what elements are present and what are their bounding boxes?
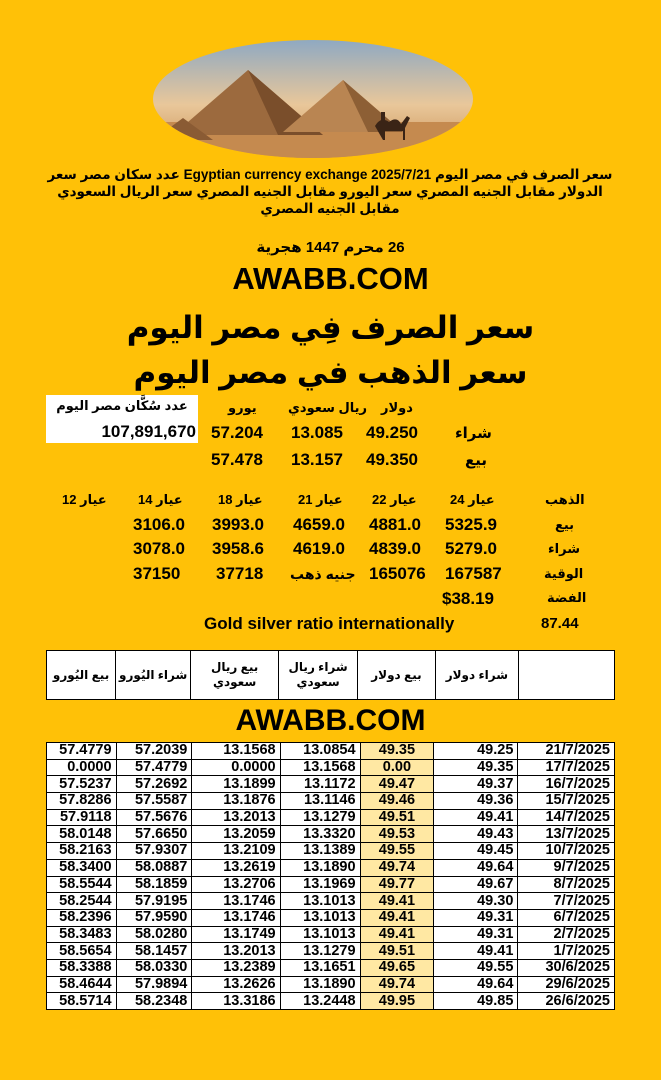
population-value: 107,891,670	[101, 422, 196, 441]
table-cell: 13/7/2025	[518, 826, 615, 843]
header-riyal-buy: شراء ريال سعودي	[278, 651, 357, 700]
gold-sell-18: 3993.0	[212, 515, 264, 534]
table-row	[47, 793, 615, 810]
table-row	[47, 826, 615, 843]
table-cell: 58.1457	[116, 943, 192, 960]
table-cell: 2/7/2025	[518, 926, 615, 943]
table-row	[47, 893, 615, 910]
table-cell: 57.2039	[116, 743, 192, 760]
table-cell: 14/7/2025	[518, 809, 615, 826]
header-euro-sell: بيع اليُورو	[47, 651, 116, 700]
table-cell: 13.1969	[280, 876, 360, 893]
karat-22: عيار 22	[372, 492, 417, 507]
header-euro-buy: شراء اليُورو	[116, 651, 191, 700]
table-cell: 13.1899	[192, 776, 280, 793]
table-cell: 0.0000	[47, 759, 117, 776]
population-label: عدد سُكَّان مصر اليوم	[56, 398, 188, 413]
table-row	[47, 876, 615, 893]
table-cell: 49.77	[360, 876, 434, 893]
table-cell: 58.0330	[116, 959, 192, 976]
table-cell: 58.0280	[116, 926, 192, 943]
table-cell: 0.00	[360, 759, 434, 776]
gold-label: الذهب	[545, 492, 585, 507]
table-cell: 49.53	[360, 826, 434, 843]
table-row	[47, 976, 615, 993]
table-cell: 0.0000	[192, 759, 280, 776]
table-row	[47, 909, 615, 926]
header-riyal: ريال سعودي	[288, 400, 367, 415]
table-cell: 49.41	[360, 893, 434, 910]
table-cell: 58.0887	[116, 859, 192, 876]
gold-sell-24: 5325.9	[445, 515, 497, 534]
table-cell: 49.55	[360, 843, 434, 860]
table-cell: 57.5676	[116, 809, 192, 826]
table-cell: 49.47	[360, 776, 434, 793]
gold-buy-label: شراء	[548, 541, 580, 556]
table-cell: 13.1568	[280, 759, 360, 776]
ratio-value: 87.44	[541, 615, 579, 632]
table-cell: 49.65	[360, 959, 434, 976]
table-cell: 15/7/2025	[518, 793, 615, 810]
ounce-extra-2: 37150	[133, 564, 181, 583]
sell-riyal: 13.157	[291, 450, 343, 469]
gold-coin-value: 165076	[369, 564, 426, 583]
table-cell: 49.41	[434, 943, 518, 960]
header-dollar-buy: شراء دولار	[435, 651, 518, 700]
table-cell: 13.1890	[280, 859, 360, 876]
sell-dollar: 49.350	[366, 450, 418, 469]
header-date	[519, 651, 615, 700]
gold-sell-21: 4659.0	[293, 515, 345, 534]
table-cell: 13.2059	[192, 826, 280, 843]
table-cell: 13.2706	[192, 876, 280, 893]
table-row	[47, 943, 615, 960]
table-cell: 13.1013	[280, 909, 360, 926]
table-cell: 49.64	[434, 976, 518, 993]
table-row	[47, 759, 615, 776]
table-row	[47, 776, 615, 793]
table-cell: 13.2619	[192, 859, 280, 876]
table-cell: 13.3320	[280, 826, 360, 843]
table-cell: 13.1013	[280, 926, 360, 943]
table-cell: 58.3388	[47, 959, 117, 976]
table-cell: 13.1746	[192, 893, 280, 910]
table-cell: 49.36	[434, 793, 518, 810]
table-cell: 13.1746	[192, 909, 280, 926]
table-cell: 8/7/2025	[518, 876, 615, 893]
table-row	[47, 859, 615, 876]
sell-label: بيع	[465, 452, 488, 469]
buy-euro: 57.204	[211, 423, 263, 442]
table-cell: 57.9118	[47, 809, 117, 826]
table-cell: 13.1876	[192, 793, 280, 810]
ounce-value: 167587	[445, 564, 502, 583]
table-cell: 57.4779	[116, 759, 192, 776]
table-cell: 58.3483	[47, 926, 117, 943]
karat-12: عيار 12	[62, 492, 107, 507]
table-cell: 49.43	[434, 826, 518, 843]
table-cell: 13.2109	[192, 843, 280, 860]
table-cell: 6/7/2025	[518, 909, 615, 926]
table-cell: 13.1172	[280, 776, 360, 793]
table-cell: 9/7/2025	[518, 859, 615, 876]
table-cell: 49.64	[434, 859, 518, 876]
gold-sell-label: بيع	[555, 517, 575, 532]
exchange-title: سعر الصرف فِي مصر اليوم	[126, 310, 535, 345]
silver-value: $38.19	[442, 589, 494, 608]
table-cell: 13.2389	[192, 959, 280, 976]
table-cell: 49.41	[360, 909, 434, 926]
table-cell: 58.5654	[47, 943, 117, 960]
table-cell: 58.5544	[47, 876, 117, 893]
table-cell: 57.4779	[47, 743, 117, 760]
buy-dollar: 49.250	[366, 423, 418, 442]
table-row	[47, 809, 615, 826]
table-cell: 58.1859	[116, 876, 192, 893]
table-cell: 49.41	[434, 809, 518, 826]
table-row	[47, 926, 615, 943]
table-cell: 49.74	[360, 976, 434, 993]
header-dollar: دولار	[381, 400, 413, 415]
table-cell: 57.8286	[47, 793, 117, 810]
table-cell: 30/6/2025	[518, 959, 615, 976]
table-cell: 13.1749	[192, 926, 280, 943]
karat-24: عيار 24	[450, 492, 495, 507]
table-cell: 57.5587	[116, 793, 192, 810]
sell-euro: 57.478	[211, 450, 263, 469]
table-cell: 49.85	[434, 993, 518, 1010]
table-cell: 57.2692	[116, 776, 192, 793]
gold-sell-22: 4881.0	[369, 515, 421, 534]
table-cell: 13.1279	[280, 809, 360, 826]
table-cell: 13.0854	[280, 743, 360, 760]
table-cell: 49.51	[360, 943, 434, 960]
table-cell: 1/7/2025	[518, 943, 615, 960]
table-cell: 49.31	[434, 926, 518, 943]
gold-buy-22: 4839.0	[369, 539, 421, 558]
table-cell: 49.37	[434, 776, 518, 793]
table-cell: 17/7/2025	[518, 759, 615, 776]
table-cell: 49.35	[360, 743, 434, 760]
gold-buy-18: 3958.6	[212, 539, 264, 558]
table-cell: 26/6/2025	[518, 993, 615, 1010]
table-cell: 58.5714	[47, 993, 117, 1010]
table-cell: 13.1890	[280, 976, 360, 993]
table-cell: 16/7/2025	[518, 776, 615, 793]
gold-coin-label: جنيه ذهب	[290, 566, 356, 582]
table-cell: 13.1279	[280, 943, 360, 960]
karat-21: عيار 21	[298, 492, 343, 507]
ounce-extra-1: 37718	[216, 564, 264, 583]
table-cell: 21/7/2025	[518, 743, 615, 760]
ounce-label: الوقية	[544, 566, 584, 581]
buy-riyal: 13.085	[291, 423, 343, 442]
table-cell: 29/6/2025	[518, 976, 615, 993]
table-cell: 49.74	[360, 859, 434, 876]
table-cell: 58.0148	[47, 826, 117, 843]
site-name[interactable]: AWABB.COM	[232, 261, 429, 296]
header-euro: يورو	[228, 400, 257, 415]
table-cell: 58.4644	[47, 976, 117, 993]
karat-18: عيار 18	[218, 492, 263, 507]
gold-title: سعر الذهب في مصر اليوم	[133, 355, 528, 390]
table-cell: 49.41	[360, 926, 434, 943]
table-cell: 58.2396	[47, 909, 117, 926]
gold-buy-14: 3078.0	[133, 539, 185, 558]
header-riyal-sell: بيع ريال سعودي	[191, 651, 279, 700]
table-cell: 10/7/2025	[518, 843, 615, 860]
table-row	[47, 993, 615, 1010]
table-cell: 57.9894	[116, 976, 192, 993]
hijri-date: 26 محرم 1447 هجرية	[256, 239, 405, 256]
table-cell: 13.1568	[192, 743, 280, 760]
table-cell: 49.25	[434, 743, 518, 760]
gold-buy-24: 5279.0	[445, 539, 497, 558]
table-cell: 58.2163	[47, 843, 117, 860]
table-row	[47, 843, 615, 860]
table-cell: 13.1013	[280, 893, 360, 910]
history-table	[46, 742, 615, 1010]
table-cell: 49.35	[434, 759, 518, 776]
silver-label: الفضة	[547, 590, 587, 605]
karat-14: عيار 14	[138, 492, 183, 507]
table-cell: 49.30	[434, 893, 518, 910]
table-cell: 49.46	[360, 793, 434, 810]
table-cell: 13.2626	[192, 976, 280, 993]
table-cell: 57.5237	[47, 776, 117, 793]
history-header-table	[46, 650, 615, 700]
table-cell: 49.31	[434, 909, 518, 926]
gold-sell-14: 3106.0	[133, 515, 185, 534]
table-cell: 13.1651	[280, 959, 360, 976]
headline: سعر الصرف في مصر اليوم Egyptian currency exchange 2025/7/21 عدد سكان مصر سعر الدولار مقابل الجنيه المصري سعر اليورو مقابل الجنيه المصري سعر الريال السعودي مقابل الجنيه المصري	[47, 167, 613, 216]
site-name-2[interactable]: AWABB.COM	[235, 704, 426, 737]
table-cell: 57.6650	[116, 826, 192, 843]
table-cell: 49.51	[360, 809, 434, 826]
table-cell: 49.55	[434, 959, 518, 976]
table-cell: 13.3186	[192, 993, 280, 1010]
table-cell: 49.95	[360, 993, 434, 1010]
table-row	[47, 959, 615, 976]
header-dollar-sell: بيع دولار	[358, 651, 435, 700]
table-cell: 58.2544	[47, 893, 117, 910]
table-cell: 49.67	[434, 876, 518, 893]
table-cell: 58.2348	[116, 993, 192, 1010]
buy-label: شراء	[455, 425, 492, 442]
table-cell: 57.9307	[116, 843, 192, 860]
table-cell: 13.1389	[280, 843, 360, 860]
table-cell: 13.2013	[192, 943, 280, 960]
pyramids-banner-image	[153, 40, 473, 158]
table-cell: 49.45	[434, 843, 518, 860]
table-cell: 57.9195	[116, 893, 192, 910]
table-cell: 13.2448	[280, 993, 360, 1010]
table-cell: 58.3400	[47, 859, 117, 876]
table-cell: 57.9590	[116, 909, 192, 926]
gold-buy-21: 4619.0	[293, 539, 345, 558]
table-row	[47, 743, 615, 760]
table-cell: 7/7/2025	[518, 893, 615, 910]
table-cell: 13.2013	[192, 809, 280, 826]
ratio-label: Gold silver ratio internationally	[204, 614, 455, 633]
table-cell: 13.1146	[280, 793, 360, 810]
